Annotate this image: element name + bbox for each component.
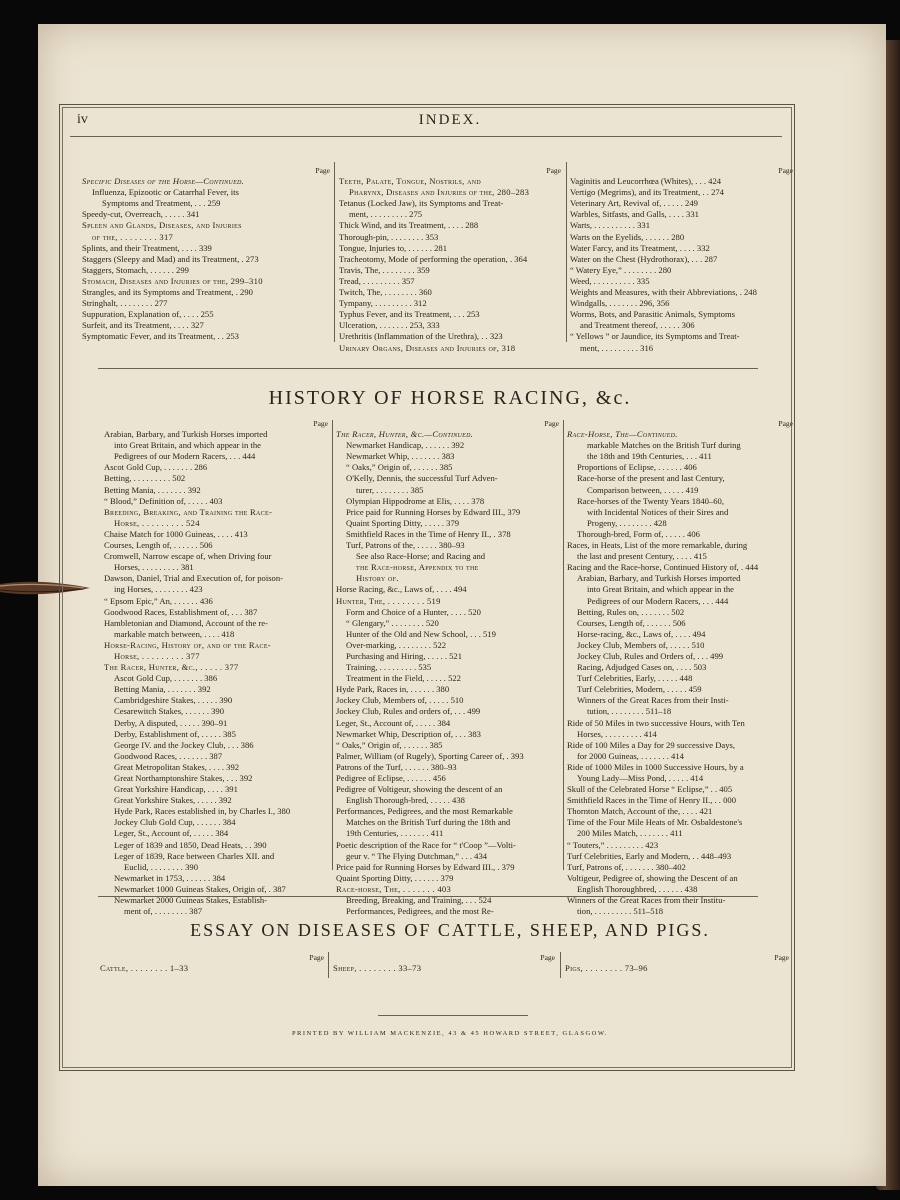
- index-entry: Ride of 100 Miles a Day for 29 successive Days,: [567, 739, 736, 750]
- index-entry: Ulceration, . . . . . . . 253, 333: [339, 320, 440, 331]
- index-entry: Jockey Club, Members of, . . . . . 510: [336, 695, 464, 706]
- index-entry: turer, . . . . . . . . 385: [356, 484, 424, 495]
- index-entry: geur v. “ The Flying Dutchman,” . . . 434: [346, 850, 488, 861]
- index-entry: Thorough-pin, . . . . . . . . 353: [339, 231, 439, 242]
- pigs-entry: Pigs, . . . . . . . . 73–96: [565, 963, 648, 974]
- index-column-diseases-1: [82, 165, 330, 343]
- section-rule: [98, 896, 758, 897]
- index-entry: “ Oaks,” Origin of, . . . . . . 385: [336, 739, 443, 750]
- index-entry: Matches on the British Turf during the 18th and: [346, 817, 511, 828]
- index-entry: Courses, Length of, . . . . . . 506: [577, 617, 686, 628]
- index-entry: Form and Choice of a Hunter, . . . . 520: [346, 606, 481, 617]
- index-entry: Great Yorkshire Handicap, . . . . 391: [114, 784, 238, 795]
- index-entry: “ Glengary,” . . . . . . . . 520: [346, 617, 439, 628]
- column-rule: [560, 952, 561, 978]
- index-entry: Pedigree of Voltigeur, showing the descent of an: [336, 784, 503, 795]
- index-entry: Turf Celebrities, Early and Modern, . . 448–493: [567, 850, 732, 861]
- index-entry: Comparison between, . . . . . 419: [587, 484, 699, 495]
- index-entry: Derby, A disputed, . . . . . 390–91: [114, 717, 228, 728]
- index-entry: Tongue, Injuries to, . . . . . . 281: [339, 242, 448, 253]
- index-entry: Horse-Racing, History of, and of the Race-: [104, 639, 271, 650]
- index-entry: Jockey Club, Rules and orders of, . . . 499: [336, 706, 481, 717]
- index-entry: Race-horse, The, . . . . . . . 403: [336, 883, 452, 894]
- index-entry: Race-Horse, The—Continued.: [567, 429, 678, 440]
- index-entry: tion, . . . . . . . . . 511–518: [577, 906, 664, 917]
- section-title-cattle: ESSAY ON DISEASES OF CATTLE, SHEEP, AND PIGS.: [190, 920, 710, 940]
- index-entry: Weights and Measures, with their Abbreviations, . 248: [570, 287, 757, 298]
- index-entry: Jockey Club Gold Cup, . . . . . . 384: [114, 817, 236, 828]
- index-entry: Thorough-bred, Form of, . . . . . 406: [577, 528, 700, 539]
- index-entry: Symptomatic Fever, and its Treatment, . . 253: [82, 331, 239, 342]
- column-rule: [328, 952, 329, 978]
- index-entry: into Great Britain, and which appear in the: [587, 584, 735, 595]
- index-entry: Winners of the Great Races from their Insti-: [577, 695, 729, 706]
- index-entry: ment, . . . . . . . . . 316: [580, 342, 654, 353]
- index-entry: Ascot Gold Cup, . . . . . . . 286: [104, 462, 208, 473]
- index-entry: Goodwood Races, Establishment of, . . . 387: [104, 606, 258, 617]
- index-entry: Horse, . . . . . . . . . 377: [114, 650, 200, 661]
- index-entry: Newmarket Whip, . . . . . . . 383: [346, 451, 455, 462]
- index-entry: Performances, Pedigrees, and the most Re-: [346, 906, 494, 917]
- index-entry: Pharynx, Diseases and Injuries of the, 280–283: [349, 187, 530, 198]
- index-entry: Cesarewitch Stakes, . . . . . . 390: [114, 706, 225, 717]
- index-entry: Pedigrees of our Modern Racers, . . . 444: [587, 595, 729, 606]
- index-column-racing-3: [567, 418, 793, 917]
- index-entry: Influenza, Epizootic or Catarrhal Fever, its: [92, 187, 239, 198]
- index-entry: Skull of the Celebrated Horse “ Eclipse,” . . 405: [567, 784, 733, 795]
- index-entry: Staggers (Sleepy and Mad) and its Treatment, . 273: [82, 253, 259, 264]
- page-label: Page: [778, 419, 793, 428]
- index-entry: Price paid for Running Horses by Edward III., . 379: [336, 861, 515, 872]
- index-entry: Jockey Club, Rules and Orders of, . . . 499: [577, 650, 724, 661]
- index-entry: The Racer, Hunter, &c., . . . . . 377: [104, 662, 239, 673]
- index-column-diseases-2: [339, 165, 561, 354]
- index-entry: Hyde Park, Races established in, by Charles I., 380: [114, 806, 291, 817]
- index-entry: Smithfield Races in the Time of Henry II., . . 000: [567, 795, 736, 806]
- index-entry: Pedigree of Eclipse, . . . . . . 456: [336, 773, 446, 783]
- index-entry: Water Farcy, and its Treatment, . . . . 332: [570, 242, 710, 253]
- index-column-diseases-3: [570, 165, 793, 354]
- index-entry: Weed, . . . . . . . . . . 335: [570, 275, 650, 286]
- page-label: Page: [313, 419, 328, 428]
- index-entry: Strangles, and its Symptoms and Treatment, . 290: [82, 287, 253, 298]
- index-entry: into Great Britain, and which appear in the: [114, 440, 262, 451]
- index-entry: and Treatment thereof, . . . . . 306: [580, 320, 695, 331]
- index-entry: Proportions of Eclipse, . . . . . . 406: [577, 462, 697, 473]
- index-entry: Veterinary Art, Revival of, . . . . . 249: [570, 198, 698, 209]
- index-entry: ment, . . . . . . . . . 275: [349, 209, 423, 220]
- index-entry: Hunter of the Old and New School, . . . 519: [346, 628, 496, 639]
- index-entry: Urethritis (Inflammation of the Urethra), . . 323: [339, 331, 503, 342]
- index-entry: Speedy-cut, Overreach, . . . . . 341: [82, 209, 200, 220]
- index-entry: Over-marking, . . . . . . . . 522: [346, 639, 447, 650]
- page-number: iv: [77, 112, 88, 127]
- index-entry: markable match between, . . . . 418: [114, 628, 235, 639]
- index-entry: Leger, St., Account of, . . . . . 384: [114, 828, 229, 839]
- header-rule: [70, 136, 782, 137]
- index-entry: Breeding, Breaking, and Training the Race-: [104, 506, 273, 517]
- index-entry: Newmarket Whip, Description of, . . . 383: [336, 728, 481, 739]
- index-entry: Euclid, . . . . . . . . 390: [124, 861, 198, 872]
- index-entry: Young Lady—Miss Pond, . . . . . 414: [577, 773, 704, 783]
- index-entry: Ride of 1000 Miles in 1000 Successive Hours, by a: [567, 761, 744, 772]
- index-entry: Time of the Four Mile Heats of Mr. Osbaldestone's: [567, 817, 743, 828]
- index-entry: Goodwood Races, . . . . . . . 387: [114, 750, 223, 761]
- index-entry: “ Epsom Epic,” An, . . . . . . 436: [104, 595, 213, 606]
- index-entry: Horses, . . . . . . . . . 414: [577, 728, 657, 739]
- index-entry: with Incidental Notices of their Sires and: [587, 506, 729, 517]
- index-entry: Tread, . . . . . . . . . 357: [339, 275, 415, 286]
- cattle-entry: Cattle, . . . . . . . . 1–33: [100, 963, 189, 974]
- index-entry: Newmarket Handicap, . . . . . . 392: [346, 440, 465, 451]
- index-entry: Newmarket 1000 Guineas Stakes, Origin of, . 387: [114, 883, 286, 894]
- section-rule: [98, 368, 758, 369]
- index-entry: Thornton Match, Account of the, . . . . 421: [567, 806, 713, 817]
- index-entry: Ride of 50 Miles in two successive Hours, with Ten: [567, 717, 745, 728]
- index-entry: Breeding, Breaking, and Training, . . . 524: [346, 895, 492, 906]
- index-entry: Staggers, Stomach, . . . . . . 299: [82, 264, 189, 275]
- index-entry: Races, in Heats, List of the more remarkable, during: [567, 540, 748, 551]
- index-entry: Symptoms and Treatment, . . . 259: [102, 198, 221, 209]
- index-entry: Purchasing and Hiring, . . . . . 521: [346, 650, 463, 661]
- index-entry: Travis, The, . . . . . . . . 359: [339, 264, 430, 275]
- index-entry: Horse-racing, &c., Laws of, . . . . 494: [577, 628, 706, 639]
- pigs-column: [565, 952, 789, 974]
- index-entry: The Racer, Hunter, &c.—Continued.: [336, 429, 474, 440]
- index-entry: “ Oaks,” Origin of, . . . . . . 385: [346, 462, 453, 473]
- index-entry: the Race-horse, Appendix to the: [356, 562, 479, 573]
- footer-rule: [378, 1015, 528, 1016]
- index-entry: Performances, Pedigrees, and the most Remarkable: [336, 806, 513, 817]
- index-entry: Treatment in the Field, . . . . . 522: [346, 673, 461, 684]
- index-entry: 200 Miles Match, . . . . . . . 411: [577, 828, 683, 839]
- index-entry: Horse Racing, &c., Laws of, . . . . 494: [336, 584, 467, 595]
- index-entry: Warts on the Eyelids, . . . . . . 280: [570, 231, 685, 242]
- index-entry: for 2000 Guineas, . . . . . . . 414: [577, 750, 684, 761]
- index-entry: Race-horses of the Twenty Years 1840–60,: [577, 495, 724, 506]
- index-entry: Turf, Patrons of the, . . . . . 380–93: [346, 540, 465, 551]
- index-entry: Arabian, Barbary, and Turkish Horses imported: [104, 429, 268, 440]
- index-entry: Race-horse of the present and last Century,: [577, 473, 725, 484]
- index-entry: Pedigrees of our Modern Racers, . . . 444: [114, 451, 256, 462]
- index-entry: “ Touters,” . . . . . . . . . 423: [567, 839, 659, 850]
- index-entry: Turf Celebrities, Early, . . . . . 448: [577, 673, 693, 684]
- index-entry: Spleen and Glands, Diseases, and Injuries: [82, 220, 242, 231]
- column-rule: [334, 162, 335, 342]
- column-rule: [563, 420, 564, 870]
- index-entry: Turf, Patrons of, . . . . . . . 380–402: [567, 861, 686, 872]
- index-entry: Chaise Match for 1000 Guineas, . . . . 413: [104, 528, 248, 539]
- index-entry: Derby, Establishment of, . . . . . 385: [114, 728, 236, 739]
- printer-imprint: PRINTED BY WILLIAM MACKENZIE, 43 & 45 HOWARD STREET, GLASGOW.: [291, 1030, 609, 1037]
- index-entry: English Thoroughbred, . . . . . . 438: [577, 883, 698, 894]
- index-entry: George IV. and the Jockey Club, . . . 386: [114, 739, 254, 750]
- index-entry: Stringhalt, . . . . . . . . 277: [82, 298, 168, 309]
- index-entry: Newmarket in 1753, . . . . . . 384: [114, 872, 226, 883]
- index-entry: Betting, . . . . . . . . . 502: [104, 473, 186, 484]
- index-entry: of the, . . . . . . . . 317: [92, 231, 174, 242]
- page-label: Page: [778, 166, 793, 175]
- index-entry: Great Northamptonshire Stakes, . . . 392: [114, 773, 253, 783]
- index-entry: Palmer, William (of Rugely), Sporting Career of, . 393: [336, 750, 524, 761]
- index-entry: Teeth, Palate, Tongue, Nostrils, and: [339, 176, 481, 187]
- page-label: Page: [309, 953, 324, 962]
- index-entry: Price paid for Running Horses by Edward III., 379: [346, 506, 521, 517]
- column-rule: [332, 420, 333, 870]
- index-entry: Newmarket 2000 Guineas Stakes, Establish-: [114, 895, 267, 906]
- index-entry: ment of, . . . . . . . . 387: [124, 906, 203, 917]
- index-entry: Worms, Bots, and Parasitic Animals, Symptoms: [570, 309, 735, 320]
- index-entry: Suppuration, Explanation of, . . . . 255: [82, 309, 214, 320]
- index-entry: Hambletonian and Diamond, Account of the re-: [104, 617, 268, 628]
- sheep-entry: Sheep, . . . . . . . . 33–73: [333, 963, 422, 974]
- index-entry: Splints, and their Treatment, . . . . 339: [82, 242, 212, 253]
- index-entry: markable Matches on the British Turf during: [587, 440, 741, 451]
- page-label: Page: [315, 166, 330, 175]
- index-entry: ing Horses, . . . . . . . . 423: [114, 584, 203, 595]
- index-entry: Jockey Club, Members of, . . . . . 510: [577, 639, 705, 650]
- index-entry: See also Race-Horse; and Racing and: [356, 551, 486, 562]
- index-entry: Cambridgeshire Stakes, . . . . . 390: [114, 695, 233, 706]
- index-entry: the last and present Century, . . . . 415: [577, 551, 707, 562]
- index-entry: English Thorough-bred, . . . . . 438: [346, 795, 465, 806]
- index-column-racing-1: [104, 418, 328, 917]
- index-entry: Urinary Organs, Diseases and Injuries of, 318: [339, 342, 516, 353]
- index-entry: tution, . . . . . . . . 511–18: [587, 706, 672, 717]
- index-entry: Racing and the Race-horse, Continued History of, . 444: [567, 562, 759, 573]
- cattle-column: [100, 952, 324, 974]
- index-entry: Horse, . . . . . . . . . 524: [114, 517, 200, 528]
- index-entry: Typhus Fever, and its Treatment, . . . 253: [339, 309, 480, 320]
- index-entry: Vaginitis and Leucorrhœa (Whites), . . . 424: [570, 176, 722, 187]
- index-entry: Specific Diseases of the Horse—Continued.: [82, 176, 245, 187]
- index-entry: Turf Celebrities, Modern, . . . . . 459: [577, 684, 702, 695]
- index-entry: Dawson, Daniel, Trial and Execution of, for poison-: [104, 573, 284, 584]
- section-title-horse-racing: HISTORY OF HORSE RACING, &c.: [268, 387, 632, 409]
- index-entry: Quaint Sporting Ditty, . . . . . . 379: [336, 872, 454, 883]
- index-entry: Patrons of the Turf, . . . . . . 380–93: [336, 761, 457, 772]
- index-entry: Water on the Chest (Hydrothorax), . . . 287: [570, 253, 718, 264]
- index-entry: Vertigo (Megrims), and its Treatment, . . 274: [570, 187, 724, 198]
- index-entry: Olympian Hippodrome at Elis, . . . . 378: [346, 495, 485, 506]
- index-entry: “ Watery Eye,” . . . . . . . . 280: [570, 264, 672, 275]
- index-entry: Warts, . . . . . . . . . . 331: [570, 220, 650, 231]
- index-entry: Tetanus (Locked Jaw), its Symptoms and Treat-: [339, 198, 504, 209]
- index-entry: Ascot Gold Cup, . . . . . . . 386: [114, 673, 218, 684]
- index-entry: Betting Mania, . . . . . . . 392: [104, 484, 201, 495]
- index-entry: 19th Centuries, . . . . . . . 411: [346, 828, 444, 839]
- index-entry: Surfeit, and its Treatment, . . . . 327: [82, 320, 204, 331]
- index-entry: Voltigeur, Pedigree of, showing the Descent of an: [567, 872, 738, 883]
- index-entry: Leger of 1839, Race between Charles XII. and: [114, 850, 275, 861]
- index-entry: “ Blood,” Definition of, . . . . . 403: [104, 495, 223, 506]
- index-entry: Cromwell, Narrow escape of, when Driving four: [104, 551, 272, 562]
- index-entry: Betting Mania, . . . . . . . 392: [114, 684, 211, 695]
- index-entry: Leger of 1839 and 1850, Dead Heats, . . 390: [114, 839, 267, 850]
- index-entry: Courses, Length of, . . . . . . 506: [104, 540, 213, 551]
- index-entry: Stomach, Diseases and Injuries of the, 299–310: [82, 275, 263, 286]
- index-entry: Smithfield Races in the Time of Henry II., . 378: [346, 528, 511, 539]
- index-entry: Quaint Sporting Ditty, . . . . . 379: [346, 517, 460, 528]
- index-entry: Warbles, Sitfasts, and Galls, . . . . 331: [570, 209, 699, 220]
- page-label: Page: [546, 166, 561, 175]
- index-entry: Windgalls, . . . . . . . 296, 356: [570, 298, 670, 309]
- index-entry: Racing, Adjudged Cases on, . . . . 503: [577, 662, 707, 673]
- index-entry: “ Yellows ” or Jaundice, its Symptoms and Treat-: [570, 331, 740, 342]
- index-entry: Betting, Rules on, . . . . . . . 502: [577, 606, 685, 617]
- index-entry: Tracheotomy, Mode of performing the operation, . 364: [339, 253, 528, 264]
- index-entry: Hunter, The, . . . . . . . . 519: [336, 595, 441, 606]
- index-entry: Thick Wind, and its Treatment, . . . . 288: [339, 220, 479, 231]
- index-entry: Leger, St., Account of, . . . . . 384: [336, 717, 451, 728]
- column-rule: [566, 162, 567, 342]
- index-entry: Arabian, Barbary, and Turkish Horses imported: [577, 573, 741, 584]
- page-label: Page: [540, 953, 555, 962]
- index-entry: History of.: [356, 573, 399, 584]
- page-label: Page: [544, 419, 559, 428]
- index-entry: Great Metropolitan Stakes, . . . . 392: [114, 761, 240, 772]
- index-entry: Training, . . . . . . . . . 535: [346, 662, 432, 673]
- index-entry: Tympany, . . . . . . . . . 312: [339, 298, 427, 309]
- index-entry: O'Kelly, Dennis, the successful Turf Adven-: [346, 473, 498, 484]
- index-entry: Hyde Park, Races in, . . . . . . 380: [336, 684, 450, 695]
- index-entry: Great Yorkshire Stakes, . . . . . 392: [114, 795, 232, 806]
- index-entry: the 18th and 19th Centuries, . . . 411: [587, 451, 712, 462]
- sheep-column: [333, 952, 555, 974]
- index-entry: Twitch, The, . . . . . . . . 360: [339, 287, 432, 298]
- page-label: Page: [774, 953, 789, 962]
- index-entry: Poetic description of the Race for “ t'Coop ”—Volti-: [336, 839, 516, 850]
- page-title: INDEX.: [418, 112, 482, 128]
- index-entry: Progeny, . . . . . . . . 428: [587, 517, 667, 528]
- index-entry: Horses, . . . . . . . . . 381: [114, 562, 194, 573]
- index-entry: Winners of the Great Races from their Institu-: [567, 895, 726, 906]
- index-column-racing-2: [336, 418, 559, 917]
